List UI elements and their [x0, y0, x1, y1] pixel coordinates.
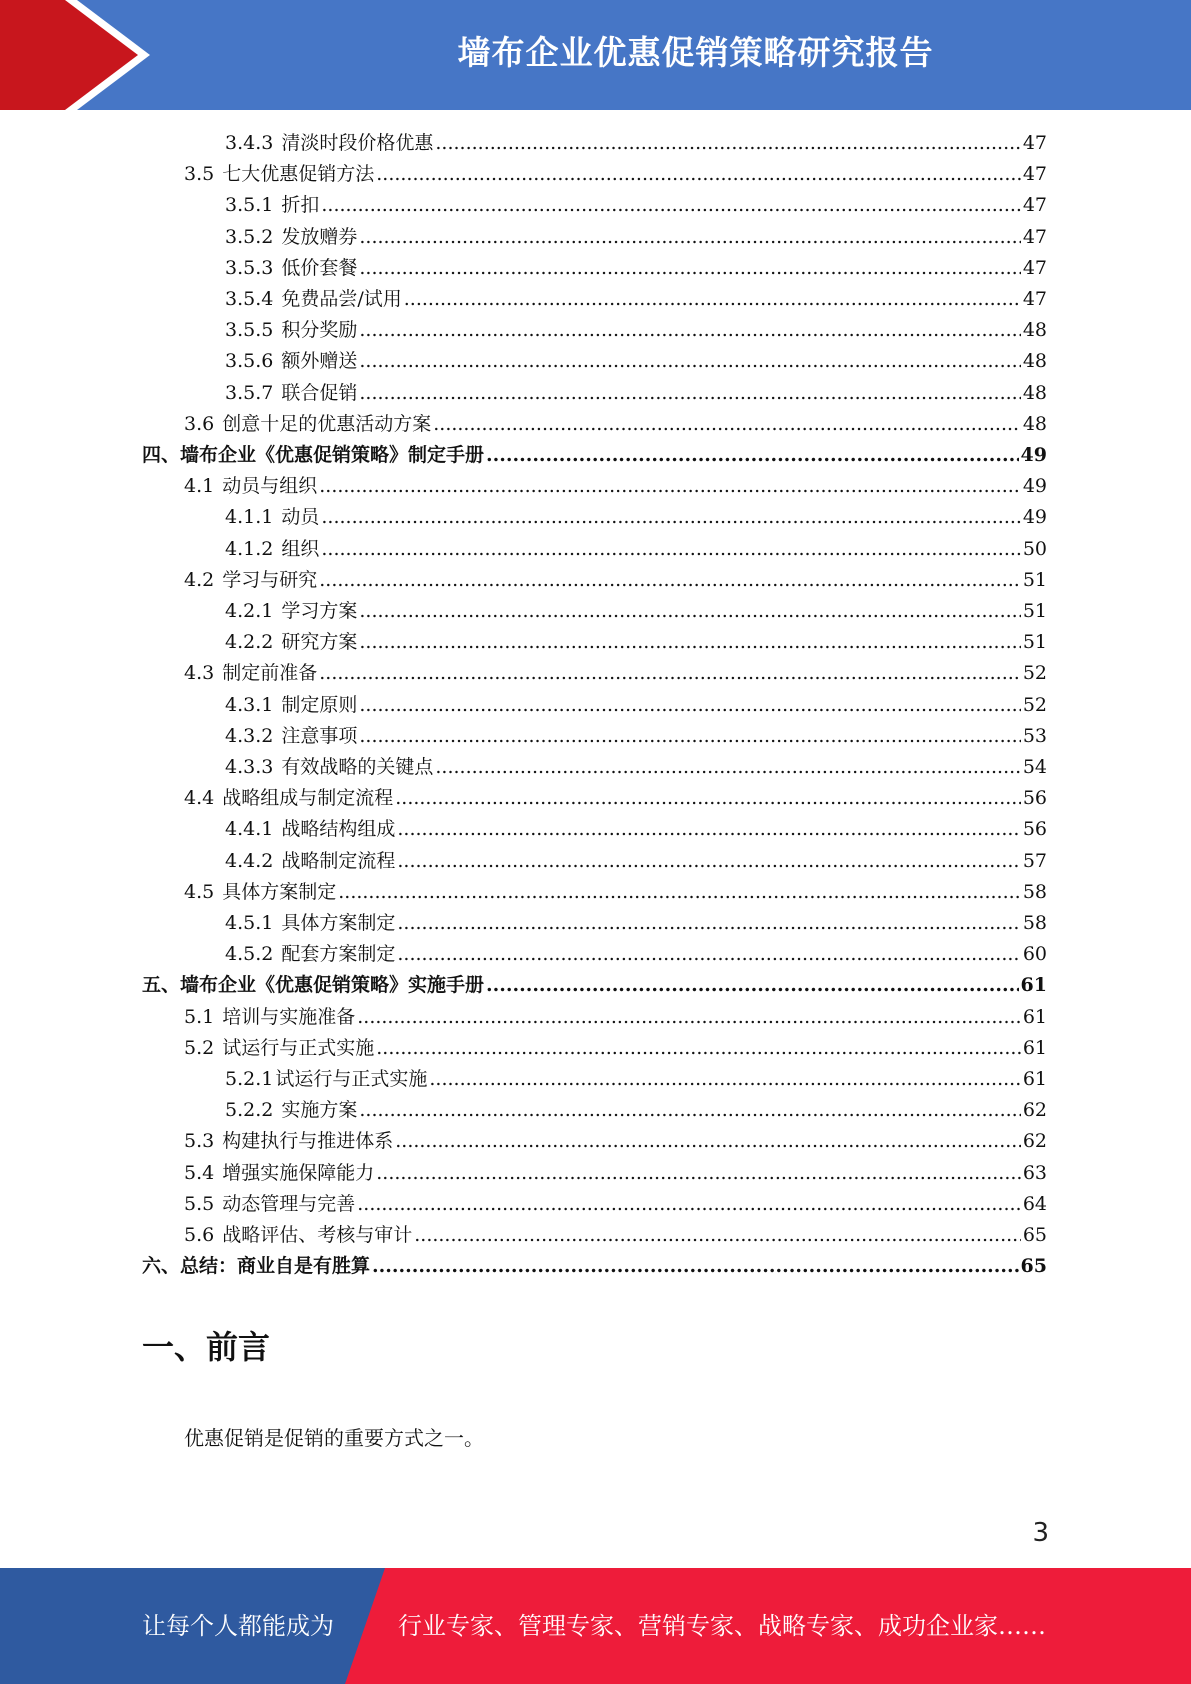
toc-entry-number: 3.5.7 [225, 382, 274, 404]
toc-entry-page: 49 [1022, 506, 1047, 528]
toc-leader-dots [359, 315, 1020, 346]
toc-leader-dots [359, 1095, 1020, 1126]
toc-entry-number: 5.5 [184, 1193, 215, 1215]
toc-entry-number: 5.6 [184, 1224, 215, 1246]
footer-slogan-left: 让每个人都能成为 [142, 1612, 334, 1640]
toc-leader-dots [321, 534, 1020, 565]
toc-entry[interactable] [225, 939, 1047, 970]
toc-entry[interactable] [184, 1158, 1047, 1189]
toc-entry-title: 创意十足的优惠活动方案 [222, 413, 432, 435]
toc-leader-dots [359, 378, 1020, 409]
toc-entry-number: 5.2.1 [225, 1068, 274, 1090]
toc-entry-title: 战略结构组成 [281, 818, 396, 840]
toc-entry-number: 4.2 [184, 569, 215, 591]
toc-entry-title: 实施方案 [281, 1099, 358, 1121]
toc-leader-dots [433, 409, 1021, 440]
toc-entry-page: 60 [1022, 943, 1047, 965]
toc-entry[interactable] [225, 253, 1047, 284]
toc-entry-title: 发放赠券 [281, 226, 358, 248]
toc-leader-dots [359, 222, 1020, 253]
toc-entry-number: 4.1.2 [225, 538, 274, 560]
toc-leader-dots [376, 1033, 1021, 1064]
toc-leader-dots [359, 346, 1020, 377]
toc-entry[interactable] [184, 783, 1047, 814]
toc-entry-title: 四、墙布企业《优惠促销策略》制定手册 [142, 444, 485, 466]
toc-entry[interactable] [184, 1189, 1047, 1220]
toc-entry-title: 具体方案制定 [281, 912, 396, 934]
toc-entry[interactable] [225, 908, 1047, 939]
body-paragraph: 优惠促销是促销的重要方式之一。 [184, 1426, 484, 1450]
toc-entry-title: 六、总结：商业自是有胜算 [142, 1255, 371, 1277]
toc-entry-page: 49 [1022, 475, 1047, 497]
toc-leader-dots [359, 721, 1020, 752]
toc-leader-dots [357, 1189, 1021, 1220]
toc-entry[interactable] [225, 814, 1047, 845]
toc-entry-title: 构建执行与推进体系 [222, 1130, 394, 1152]
toc-entry[interactable] [184, 658, 1047, 689]
toc-entry[interactable] [184, 1220, 1047, 1251]
toc-entry-page: 47 [1022, 288, 1047, 310]
toc-entry-title: 注意事项 [281, 725, 358, 747]
toc-entry-page: 51 [1022, 600, 1047, 622]
toc-leader-dots [376, 1158, 1021, 1189]
report-title: 墙布企业优惠促销策略研究报告 [457, 33, 934, 72]
toc-entry-page: 53 [1022, 725, 1047, 747]
toc-entry-number: 4.4.2 [225, 850, 274, 872]
toc-entry-page: 48 [1022, 319, 1047, 341]
toc-leader-dots [376, 159, 1021, 190]
toc-entry-page: 49 [1020, 444, 1047, 466]
toc-entry-number: 3.5.6 [225, 350, 274, 372]
toc-entry[interactable] [225, 627, 1047, 658]
toc-entry-page: 47 [1022, 163, 1047, 185]
page-number: 3 [1032, 1518, 1049, 1548]
toc-leader-dots [395, 1126, 1021, 1157]
toc-entry[interactable] [225, 502, 1047, 533]
toc-entry-title: 动员 [281, 506, 320, 528]
toc-leader-dots [321, 190, 1020, 221]
footer-slogan-right: 行业专家、管理专家、营销专家、战略专家、成功企业家…… [398, 1612, 1046, 1640]
toc-entry-number: 5.2 [184, 1037, 215, 1059]
toc-entry-title: 低价套餐 [281, 257, 358, 279]
toc-entry-page: 64 [1022, 1193, 1047, 1215]
toc-entry-page: 52 [1022, 694, 1047, 716]
toc-entry-title: 动员与组织 [222, 475, 318, 497]
toc-entry-page: 47 [1022, 194, 1047, 216]
toc-leader-dots [372, 1251, 1019, 1282]
toc-entry-page: 47 [1022, 257, 1047, 279]
toc-entry-title: 战略组成与制定流程 [222, 787, 394, 809]
toc-entry-number: 4.2.2 [225, 631, 274, 653]
toc-leader-dots [404, 284, 1021, 315]
toc-entry[interactable] [184, 1002, 1047, 1033]
toc-entry-title: 学习方案 [281, 600, 358, 622]
toc-entry-number: 4.5 [184, 881, 215, 903]
toc-leader-dots [359, 253, 1020, 284]
toc-entry[interactable] [225, 378, 1047, 409]
toc-entry-page: 50 [1022, 538, 1047, 560]
toc-entry[interactable] [225, 284, 1047, 315]
toc-entry-title: 战略制定流程 [281, 850, 396, 872]
toc-entry-page: 62 [1022, 1130, 1047, 1152]
toc-entry-number: 3.5.3 [225, 257, 274, 279]
toc-leader-dots [359, 596, 1020, 627]
toc-entry[interactable] [225, 534, 1047, 565]
toc-entry-page: 56 [1022, 787, 1047, 809]
toc-leader-dots [395, 783, 1021, 814]
toc-entry[interactable] [225, 1064, 1047, 1095]
toc-entry[interactable] [225, 690, 1047, 721]
toc-entry-title: 折扣 [281, 194, 320, 216]
toc-leader-dots [338, 877, 1021, 908]
toc-entry-page: 58 [1022, 912, 1047, 934]
toc-entry[interactable] [225, 222, 1047, 253]
toc-entry-title: 五、墙布企业《优惠促销策略》实施手册 [142, 974, 485, 996]
toc-entry[interactable] [225, 346, 1047, 377]
toc-entry-title: 制定前准备 [222, 662, 318, 684]
toc-entry-page: 48 [1022, 382, 1047, 404]
toc-entry-page: 61 [1022, 1037, 1047, 1059]
toc-entry-page: 48 [1022, 350, 1047, 372]
toc-entry[interactable] [184, 877, 1047, 908]
toc-entry[interactable] [184, 1126, 1047, 1157]
toc-entry-page: 58 [1022, 881, 1047, 903]
toc-entry-title: 免费品尝/试用 [281, 288, 402, 310]
toc-entry-title: 制定原则 [281, 694, 358, 716]
toc-leader-dots [359, 627, 1020, 658]
toc-entry[interactable] [184, 159, 1047, 190]
toc-entry-title: 组织 [281, 538, 320, 560]
toc-entry[interactable] [225, 596, 1047, 627]
toc-entry-number: 4.4.1 [225, 818, 274, 840]
toc-entry-number: 5.1 [184, 1006, 215, 1028]
header-chevron-icon [0, 0, 140, 110]
page-header [0, 0, 1191, 110]
toc-entry-number: 4.3.3 [225, 756, 274, 778]
toc-entry-number: 4.3.2 [225, 725, 274, 747]
toc-leader-dots [435, 128, 1020, 159]
toc-entry[interactable] [225, 752, 1047, 783]
toc-leader-dots [397, 814, 1020, 845]
toc-entry-title: 积分奖励 [281, 319, 358, 341]
toc-entry-title: 具体方案制定 [222, 881, 337, 903]
toc-entry-title: 增强实施保障能力 [222, 1162, 375, 1184]
toc-leader-dots [435, 752, 1020, 783]
toc-leader-dots [319, 565, 1021, 596]
toc-entry-number: 4.5.2 [225, 943, 274, 965]
toc-entry-number: 5.2.2 [225, 1099, 274, 1121]
toc-entry-page: 62 [1022, 1099, 1047, 1121]
toc-leader-dots [486, 970, 1019, 1001]
section-heading: 一、前言 [142, 1328, 271, 1366]
toc-entry-title: 额外赠送 [281, 350, 358, 372]
toc-entry-page: 54 [1022, 756, 1047, 778]
toc-entry-number: 3.5.5 [225, 319, 274, 341]
toc-entry-number: 4.1.1 [225, 506, 274, 528]
toc-entry-title: 动态管理与完善 [222, 1193, 356, 1215]
toc-entry-page: 61 [1022, 1006, 1047, 1028]
toc-entry-number: 4.2.1 [225, 600, 274, 622]
toc-entry-number: 3.5.2 [225, 226, 274, 248]
toc-entry-page: 65 [1020, 1255, 1047, 1277]
toc-entry[interactable] [184, 409, 1047, 440]
toc-entry-title: 学习与研究 [222, 569, 318, 591]
toc-entry[interactable] [142, 1251, 1047, 1282]
toc-entry-page: 61 [1020, 974, 1047, 996]
toc-entry-page: 48 [1022, 413, 1047, 435]
toc-leader-dots [319, 471, 1021, 502]
toc-leader-dots [397, 908, 1020, 939]
toc-entry-number: 4.4 [184, 787, 215, 809]
toc-entry-title: 研究方案 [281, 631, 358, 653]
toc-entry-page: 65 [1022, 1224, 1047, 1246]
page-footer [0, 1568, 1191, 1684]
toc-entry-title: 七大优惠促销方法 [222, 163, 375, 185]
toc-entry-title: 清淡时段价格优惠 [281, 132, 434, 154]
toc-entry-number: 4.3.1 [225, 694, 274, 716]
toc-entry-page: 56 [1022, 818, 1047, 840]
toc-entry-number: 4.3 [184, 662, 215, 684]
toc-entry-page: 61 [1022, 1068, 1047, 1090]
toc-entry-page: 63 [1022, 1162, 1047, 1184]
toc-entry-title: 培训与实施准备 [222, 1006, 356, 1028]
toc-entry-page: 52 [1022, 662, 1047, 684]
toc-leader-dots [357, 1002, 1021, 1033]
toc-leader-dots [397, 846, 1020, 877]
toc-entry[interactable] [225, 1095, 1047, 1126]
toc-entry-title: 联合促销 [281, 382, 358, 404]
toc-entry[interactable] [225, 315, 1047, 346]
toc-entry[interactable] [225, 190, 1047, 221]
toc-entry-number: 3.5.1 [225, 194, 274, 216]
toc-leader-dots [359, 690, 1020, 721]
toc-leader-dots [486, 440, 1019, 471]
toc-entry-number: 3.5.4 [225, 288, 274, 310]
toc-leader-dots [321, 502, 1020, 533]
toc-entry[interactable] [142, 440, 1047, 471]
toc-entry-number: 3.6 [184, 413, 215, 435]
toc-entry-number: 4.5.1 [225, 912, 274, 934]
toc-entry[interactable] [184, 1033, 1047, 1064]
toc-entry[interactable] [225, 721, 1047, 752]
toc-entry-page: 51 [1022, 631, 1047, 653]
toc-entry[interactable] [225, 846, 1047, 877]
toc-entry-title: 试运行与正式实施 [222, 1037, 375, 1059]
toc-entry-page: 47 [1022, 226, 1047, 248]
toc-entry-number: 5.4 [184, 1162, 215, 1184]
toc-entry[interactable] [142, 970, 1047, 1001]
toc-entry-number: 5.3 [184, 1130, 215, 1152]
toc-entry-page: 57 [1022, 850, 1047, 872]
toc-entry-title: 配套方案制定 [281, 943, 396, 965]
toc-leader-dots [414, 1220, 1021, 1251]
toc-entry-page: 51 [1022, 569, 1047, 591]
toc-leader-dots [319, 658, 1021, 689]
toc-leader-dots [397, 939, 1020, 970]
toc-entry-page: 47 [1022, 132, 1047, 154]
toc-entry-title: 战略评估、考核与审计 [222, 1224, 413, 1246]
toc-entry-title: 试运行与正式实施 [275, 1068, 428, 1090]
toc-entry[interactable] [225, 128, 1047, 159]
toc-entry-number: 3.5 [184, 163, 215, 185]
toc-entry-title: 有效战略的关键点 [281, 756, 434, 778]
toc-entry-number: 4.1 [184, 475, 215, 497]
toc-entry-number: 3.4.3 [225, 132, 274, 154]
toc-entry[interactable] [184, 471, 1047, 502]
toc-leader-dots [429, 1064, 1020, 1095]
toc-entry[interactable] [184, 565, 1047, 596]
